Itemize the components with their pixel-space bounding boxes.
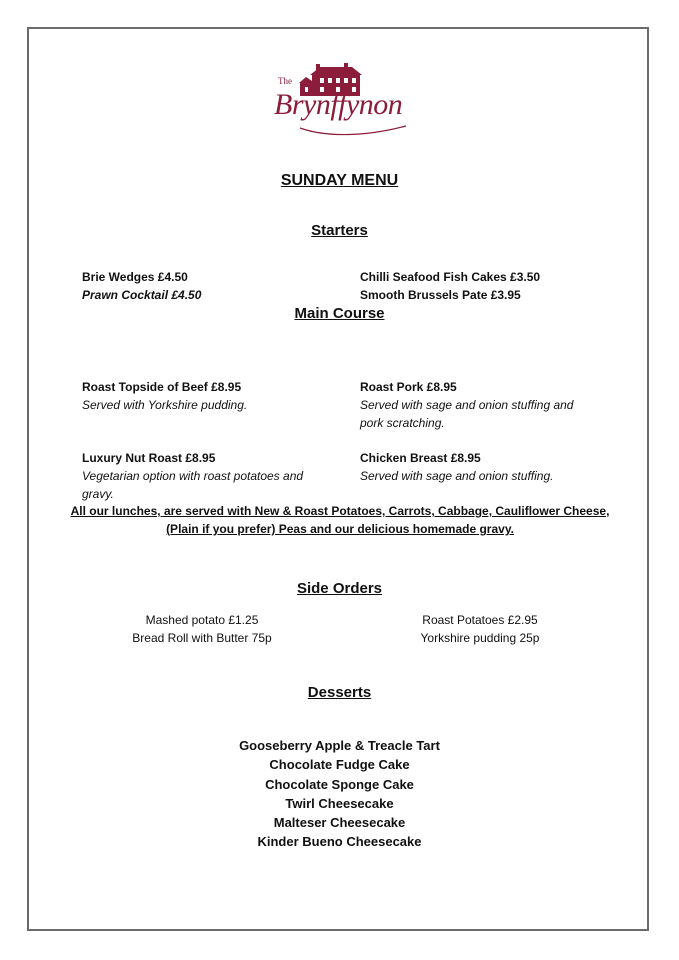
lunch-note-line1: All our lunches, are served with New & Roast Potatoes, Carrots, Cabbage, Cauliflower Cheese, xyxy=(70,504,610,518)
main-item-name: Luxury Nut Roast £8.95 xyxy=(82,451,216,465)
main-item-desc: Served with sage and onion stuffing. xyxy=(360,469,554,483)
side-item: Mashed potato £1.25 xyxy=(145,613,259,627)
side-item: Yorkshire pudding 25p xyxy=(420,631,540,645)
main-course-heading: Main Course xyxy=(294,305,385,322)
starter-item: Chilli Seafood Fish Cakes £3.50 xyxy=(360,270,541,284)
restaurant-logo xyxy=(270,62,420,144)
logo-swash-icon xyxy=(298,124,408,138)
starters-heading: Starters xyxy=(311,222,368,239)
dessert-item: Chocolate Fudge Cake xyxy=(269,757,410,773)
starter-item: Prawn Cocktail £4.50 xyxy=(82,288,202,302)
dessert-item: Chocolate Sponge Cake xyxy=(265,776,414,792)
dessert-item: Gooseberry Apple & Treacle Tart xyxy=(239,738,440,753)
side-item: Roast Potatoes £2.95 xyxy=(422,613,538,627)
main-item-name: Chicken Breast £8.95 xyxy=(360,451,481,465)
page-title: SUNDAY MENU xyxy=(280,172,399,189)
side-item: Bread Roll with Butter 75p xyxy=(132,631,272,645)
logo-name: Brynffynon xyxy=(274,88,403,121)
logo-the: The xyxy=(278,76,292,86)
main-item-desc: Served with Yorkshire pudding. xyxy=(82,398,248,412)
main-item-desc: Served with sage and onion stuffing and pork scratching. xyxy=(360,398,574,430)
side-orders-heading: Side Orders xyxy=(296,580,383,597)
lunch-note-line2: (Plain if you prefer) Peas and our delicious homemade gravy. xyxy=(166,522,514,536)
main-item-name: Roast Topside of Beef £8.95 xyxy=(82,380,242,394)
starter-item: Smooth Brussels Pate £3.95 xyxy=(360,288,521,302)
dessert-item: Malteser Cheesecake xyxy=(273,815,406,831)
dessert-item: Kinder Bueno Cheesecake xyxy=(257,834,422,850)
main-item-name: Roast Pork £8.95 xyxy=(360,380,457,394)
desserts-heading: Desserts xyxy=(307,684,372,701)
starter-item: Brie Wedges £4.50 xyxy=(82,270,188,284)
dessert-item: Twirl Cheesecake xyxy=(285,795,394,811)
dessert-list xyxy=(0,736,679,852)
main-item-desc: Vegetarian option with roast potatoes and gravy. xyxy=(82,469,304,501)
